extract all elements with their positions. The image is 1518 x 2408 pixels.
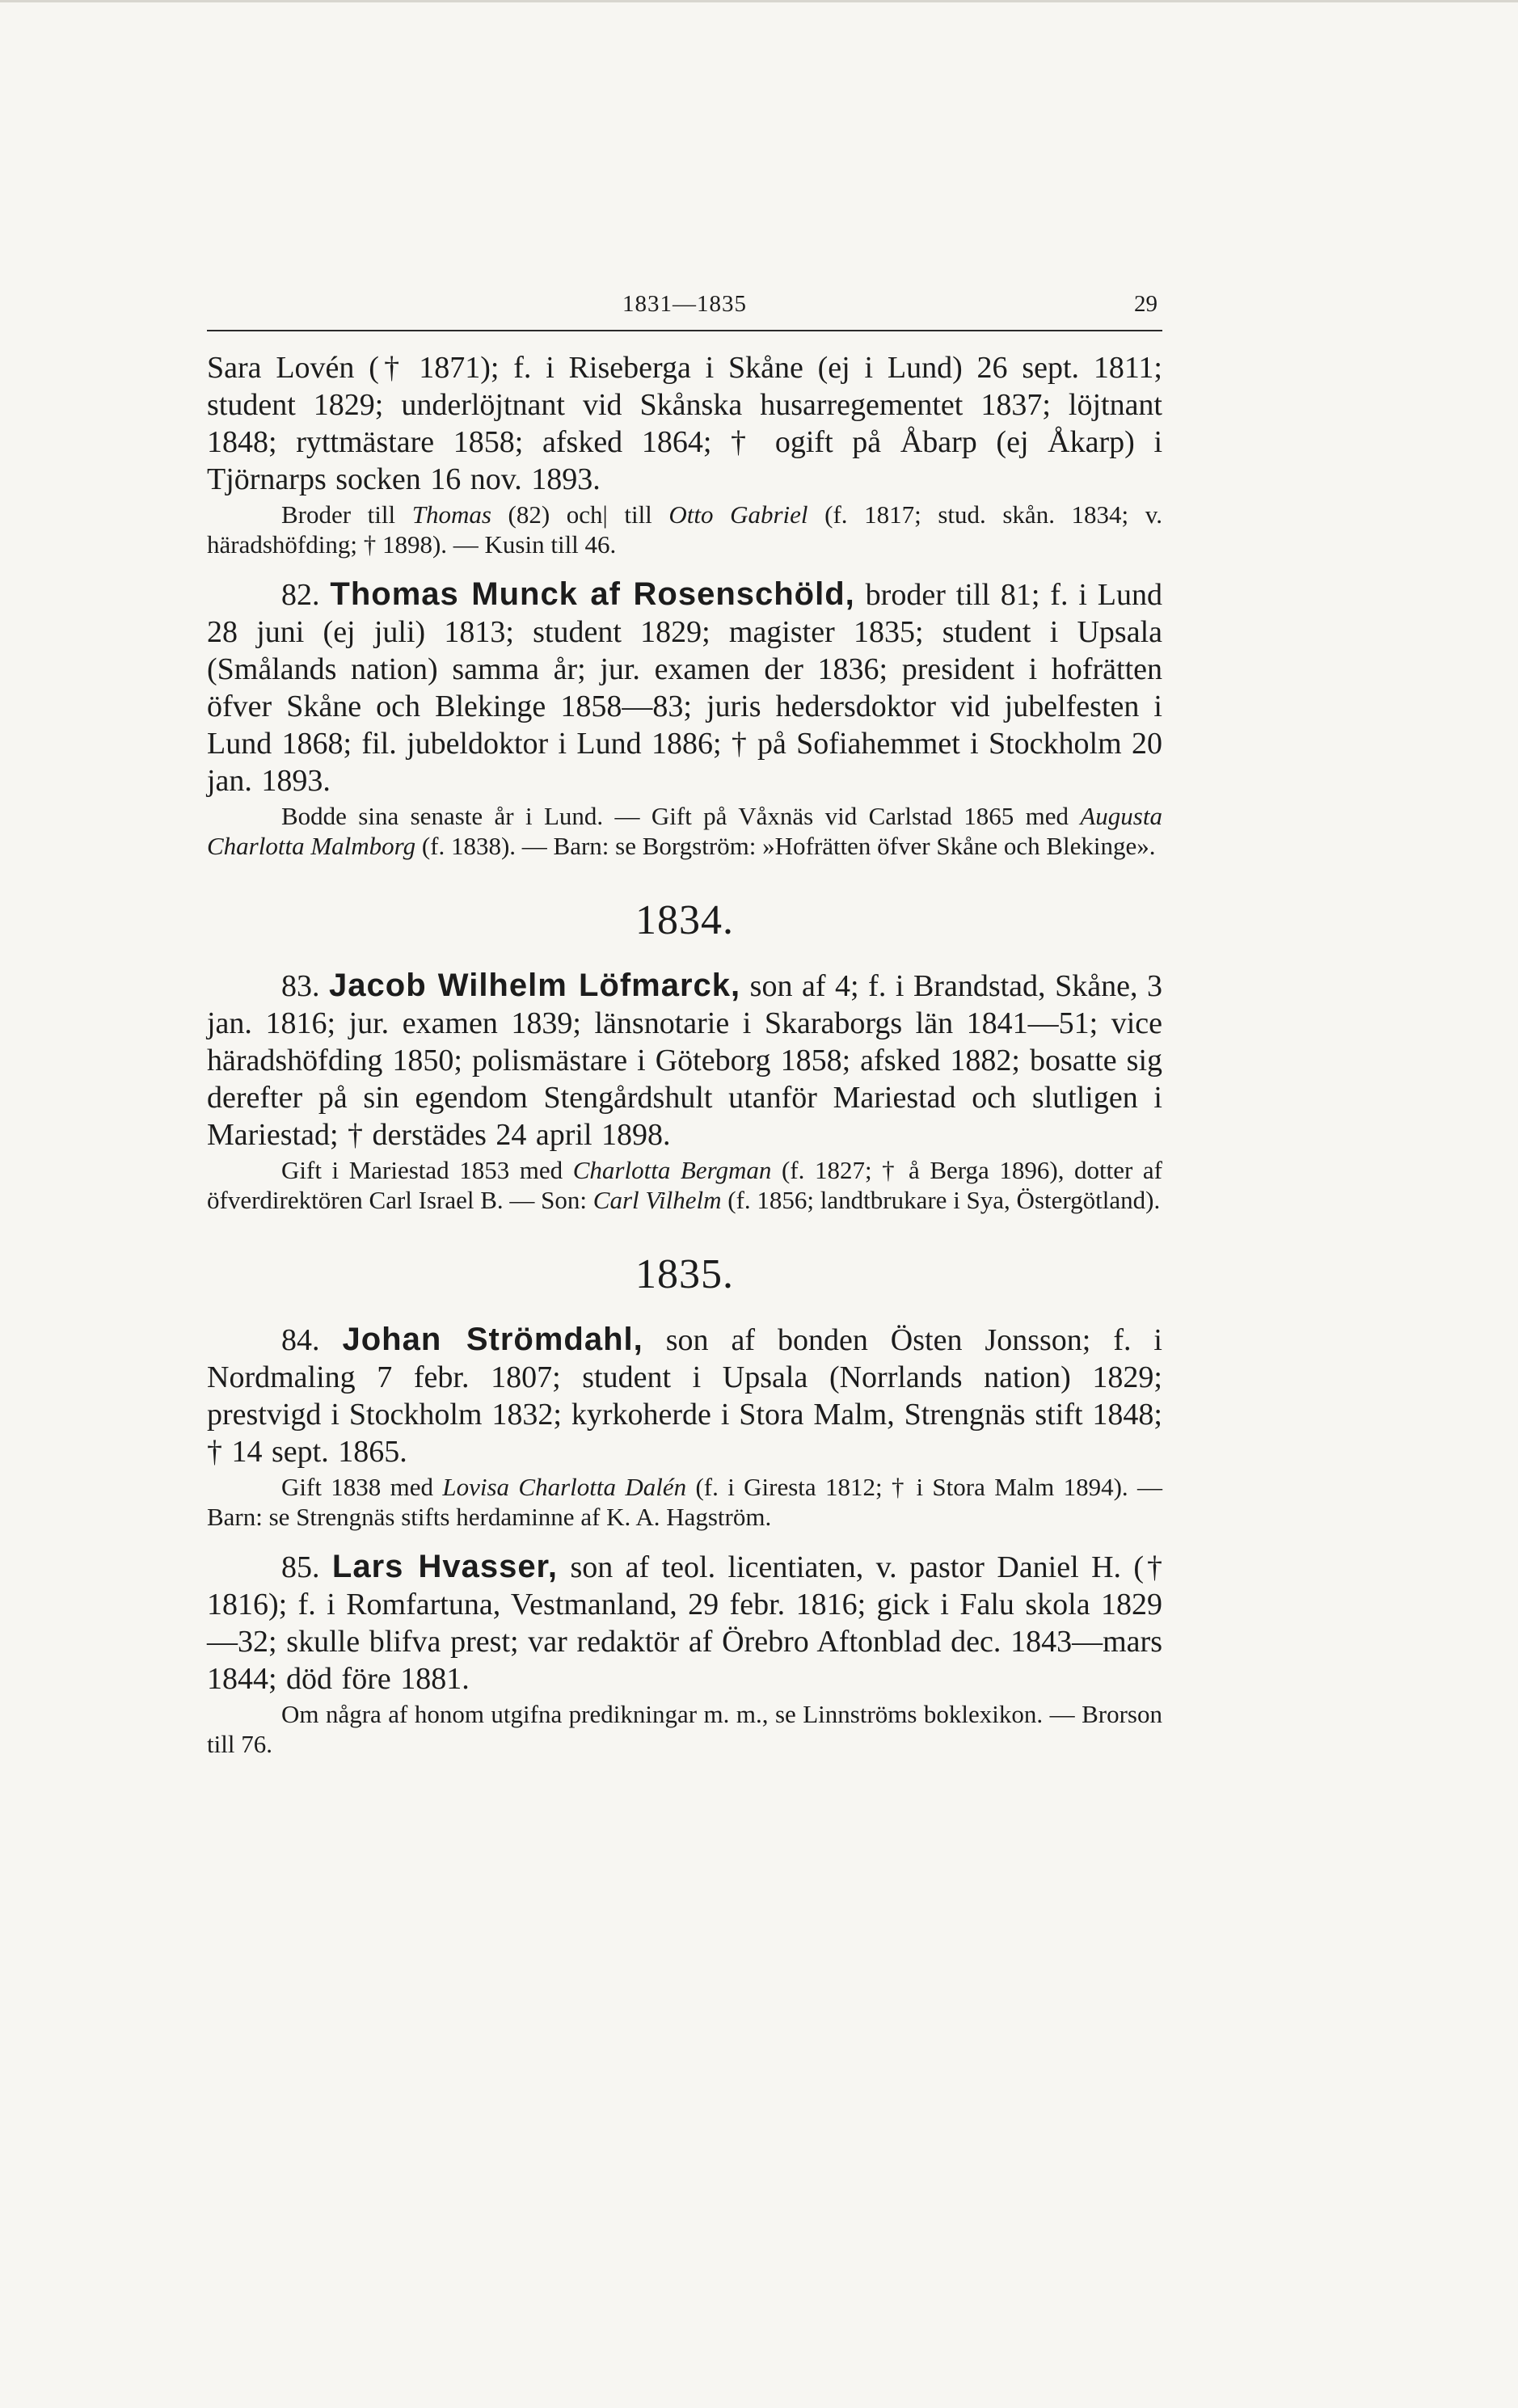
note-text: (f. 1838). — Barn: se Borgström: »Hofrätten öfver Skåne och Blekinge». — [415, 832, 1156, 860]
entry-83 — [207, 967, 1162, 1215]
page-number: 29 — [1134, 291, 1157, 317]
entry-number: 85. — [281, 1550, 320, 1584]
note-spouse: Augusta Charlotta Malmborg — [207, 802, 1162, 860]
note-name-thomas: Thomas — [411, 500, 491, 529]
entry-82 — [207, 576, 1162, 861]
page-body — [207, 349, 1162, 1759]
entry-82-text — [207, 576, 1162, 799]
running-title: 1831—1835 — [622, 291, 747, 317]
entry-85-note: Om några af honom utgifna predikningar m. m., se Linnströms boklexikon. — Brorson till 76. — [207, 1700, 1162, 1758]
entry-name: Jacob Wilhelm Löfmarck, — [329, 968, 741, 1003]
note-spouse: Charlotta Bergman — [572, 1156, 772, 1184]
entry-number: 83. — [281, 969, 320, 1003]
note-spouse: Lovisa Charlotta Dalén — [442, 1473, 687, 1501]
note-text: (f. 1827; † å Berga 1896), dotter af öfverdirektören Carl Israel B. — Son: — [207, 1156, 1162, 1214]
note-text: (82) och| till — [491, 500, 669, 529]
entry-83-text — [207, 967, 1162, 1153]
note-text: (f. 1817; stud. skån. 1834; v. häradshöfding; † 1898). — Kusin till 46. — [207, 500, 1162, 559]
note-text: Gift 1838 med — [281, 1473, 443, 1501]
entry-body: son af teol. licentiaten, v. pastor Daniel H. († 1816); f. i Romfartuna, Vestmanland, 29 febr. 1816; gick i Falu skola 1829—32; skulle blifva prest; var redaktör af Örebro Aftonblad dec. 1843—mars 1844; död före 1881. — [207, 1550, 1162, 1696]
entry-body: son af bonden Östen Jonsson; f. i Nordmaling 7 febr. 1807; student i Upsala (Norrlands nation) 1829; prestvigd i Stockholm 1832; kyrkoherde i Stora Malm, Strengnäs stift 1848; † 14 sept. 1865. — [207, 1323, 1162, 1469]
entry-name: Lars Hvasser, — [331, 1549, 559, 1584]
entry-81-note — [207, 500, 1162, 559]
note-text: (f. i Giresta 1812; † i Stora Malm 1894). — Barn: se Strengnäs stifts herdaminne af K. A. Hagström. — [207, 1473, 1163, 1531]
entry-name: Thomas Munck af Rosenschöld, — [330, 576, 855, 612]
note-name-otto: Otto Gabriel — [668, 500, 808, 529]
note-text: Bodde sina senaste år i Lund. — Gift på Våxnäs vid Carlstad 1865 med — [281, 802, 1081, 830]
entry-82-note — [207, 801, 1162, 861]
entry-83-note — [207, 1155, 1162, 1215]
page-column — [207, 291, 1162, 1759]
year-heading-1834: 1834. — [635, 897, 734, 943]
running-head — [207, 291, 1162, 331]
entry-number: 84. — [281, 1323, 320, 1357]
entry-84 — [207, 1321, 1162, 1532]
note-text: Broder till — [281, 500, 412, 529]
note-text: (f. 1856; landtbrukare i Sya, Östergötland). — [721, 1186, 1161, 1214]
entry-number: 82. — [281, 578, 320, 612]
entry-85-text — [207, 1548, 1162, 1697]
note-son: Carl Vilhelm — [592, 1186, 722, 1214]
year-heading-1835: 1835. — [635, 1251, 734, 1297]
entry-84-note — [207, 1472, 1162, 1532]
entry-body: son af 4; f. i Brandstad, Skåne, 3 jan. 1816; jur. examen 1839; länsnotarie i Skaraborgs län 1841—51; vice häradshöfding 1850; polismästare i Göteborg 1858; afsked 1882; bosatte sig derefter på sin egendom Stengårdshult utanför Mariestad och slutligen i Mariestad; † derstädes 24 april 1898. — [207, 969, 1162, 1152]
note-text: Gift i Mariestad 1853 med — [281, 1156, 573, 1184]
entry-81-text: Sara Lovén († 1871); f. i Riseberga i Skåne (ej i Lund) 26 sept. 1811; student 1829; underlöjtnant vid Skånska husarregementet 1837; löjtnant 1848; ryttmästare 1858; afsked 1864; † ogift på Åbarp (ej Åkarp) i Tjörnarps socken 16 nov. 1893. — [207, 351, 1162, 496]
entry-84-text — [207, 1321, 1162, 1470]
entry-body: broder till 81; f. i Lund 28 juni (ej juli) 1813; student 1829; magister 1835; student i Upsala (Smålands nation) samma år; jur. examen der 1836; president i hofrätten öfver Skåne och Blekinge 1858—83; juris hedersdoktor vid jubelfesten i Lund 1868; fil. jubeldoktor i Lund 1886; † på Sofiahemmet i Stockholm 20 jan. 1893. — [207, 578, 1163, 798]
entry-name: Johan Strömdahl, — [342, 1322, 643, 1357]
entry-85 — [207, 1548, 1162, 1759]
